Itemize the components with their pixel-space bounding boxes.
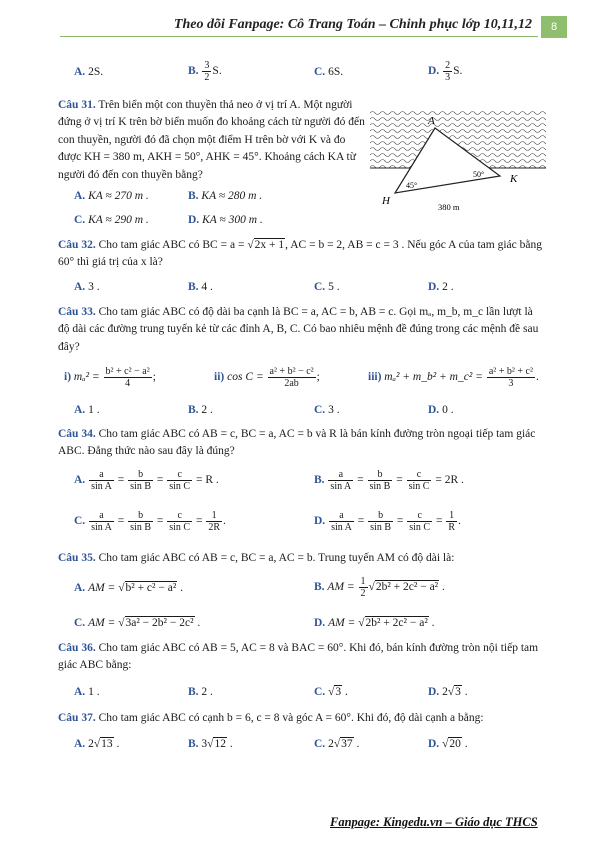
q33-statement-2: ii) cos C = $\frac{\text{a² + b² − c²}}{2ab}$ ; [214,366,320,389]
q34-option-c: C. $\frac{a}{\text{sin A}}$ = $\frac{b}{\text{sin B}}$ = $\frac{c}{\text{sin C}}$ = $\frac{1}{2R}$ . [74,510,226,533]
page-number-badge: 8 [541,16,567,38]
top-option-b: B. $\frac{3}{2}$ S. [188,60,222,83]
question-35: Câu 35. Cho tam giác ABC có AB = c, BC = a, AC = b. Trung tuyến AM có độ dài là: [58,552,455,564]
q32-option-c: C. 5 . [314,281,340,293]
header-rule [60,36,538,37]
header-title: Theo dõi Fanpage: Cô Trang Toán – Chinh phục lớp 10,11,12 [173,17,532,32]
point-a-label: A [428,115,435,127]
q31-option-a: A. KA ≈ 270 m . [74,190,149,202]
q37-option-a: A. 2√13 . [74,738,120,750]
question-31: Câu 31. Trên biển một con thuyền thả neo ở vị trí A. Một người đứng ở vị trí K trên bờ biển muốn đo khoảng cách từ người đó đến con thuyền, người đó đã chọn một điểm H trên bờ với K và đo được KH = 380 m, AKH = 50°, AHK = 45°. Khoảng cách KA từ người đó đến con thuyền bằng? [58,99,365,181]
q32-option-a: A. 3 . [74,281,100,293]
q31-option-b: B. KA ≈ 280 m . [188,190,263,202]
q34-option-a: A. $\frac{a}{\text{sin A}}$ = $\frac{b}{\text{sin B}}$ = $\frac{c}{\text{sin C}}$ = R . [74,469,219,492]
q35-option-c: C. AM = √3a² − 2b² − 2c² . [74,617,201,629]
angle-h-label: 45° [406,181,418,190]
q36-option-d: D. 2√3 . [428,686,468,698]
distance-label: 380 m [438,202,460,212]
q36-option-a: A. 1 . [74,686,100,698]
fraction: $\frac{2}{3}$ [445,60,451,83]
q35-option-d: D. AM = √2b² + 2c² − a² . [314,617,435,629]
q33-option-b: B. 2 . [188,404,213,416]
q37-option-c: C. 2√37 . [314,738,360,750]
q37-option-b: B. 3√12 . [188,738,233,750]
footer-fanpage: Fanpage: Kingedu.vn – Giáo dục THCS [330,815,538,829]
question-32: Câu 32. Cho tam giác ABC có BC = a = √2x + 1, AC = b = 2, AB = c = 3 . Nếu góc A của tam giác bằng 60° thì giá trị của x là? [58,239,542,269]
question-31-text: Trên biển một con thuyền thả neo ở vị trí A. Một người đứng ở vị trí K trên bờ biển muốn đo khoảng cách từ người đó đến con thuyền, người đó đã chọn một điểm H trên bờ với K và đo được KH = 380 m, AKH = 50°, AHK = 45°. Khoảng cách KA từ người đó đến con thuyền bằng? [58,99,365,181]
question-34: Câu 34. Cho tam giác ABC có AB = c, BC = a, AC = b và R là bán kính đường tròn ngoại tiếp tam giác ABC. Đẳng thức nào sau đây là đúng? [58,428,536,458]
boat-triangle-figure [370,110,550,225]
question-37: Câu 37. Cho tam giác ABC có cạnh b = 6, c = 8 và góc A = 60°. Khi đó, độ dài cạnh a bằng: [58,712,484,724]
q31-option-c: C. KA ≈ 290 m . [74,214,149,226]
q33-statement-3: iii) mₐ² + m_b² + m_c² = $\frac{\text{a² + b² + c²}}{3}$ . [368,366,539,389]
angle-k-label: 50° [473,170,485,179]
q36-option-c: C. √3 . [314,686,348,698]
point-h-label: H [382,195,390,207]
question-36: Câu 36. Cho tam giác ABC có AB = 5, AC = 8 và BAC = 60°. Khi đó, bán kính đường tròn nội tiếp tam giác ABC bằng: [58,642,539,672]
top-option-d: D. $\frac{2}{3}$ S. [428,60,463,83]
q32-option-b: B. 4 . [188,281,213,293]
q37-option-d: D. √20 . [428,738,468,750]
point-k-label: K [510,173,518,185]
question-33: Câu 33. Cho tam giác ABC có độ dài ba cạnh là BC = a, AC = b, AB = c. Gọi mₐ, m_b, m_c lần lượt là độ dài các đường trung tuyến kẻ từ các đỉnh A, B, C. Có bao nhiêu mệnh đề đúng trong các mệnh đề sau đây? [58,306,539,353]
page-header [0,0,600,46]
q32-option-d: D. 2 . [428,281,454,293]
q34-option-d: D. $\frac{a}{\text{sin A}}$ = $\frac{b}{\text{sin B}}$ = $\frac{c}{\text{sin C}}$ = $\frac{1}{R}$ . [314,510,461,533]
q35-option-b: B. AM = $\frac{1}{2}$ √2b² + 2c² − a² . [314,576,445,599]
q33-option-a: A. 1 . [74,404,100,416]
q33-option-d: D. 0 . [428,404,454,416]
top-option-a: A. 2S. [74,66,104,78]
q35-option-a: A. AM = √b² + c² − a² . [74,582,184,594]
q36-option-b: B. 2 . [188,686,213,698]
q31-option-d: D. KA ≈ 300 m . [188,214,263,226]
top-option-c: C. 6S. [314,66,344,78]
fraction: $\frac{3}{2}$ [204,60,210,83]
q34-option-b: B. $\frac{a}{\text{sin A}}$ = $\frac{b}{\text{sin B}}$ = $\frac{c}{\text{sin C}}$ = 2R . [314,469,464,492]
q33-statement-1: i) mₐ² = $\frac{\text{b² + c² − a²}}{4}$ ; [64,366,156,389]
q33-option-c: C. 3 . [314,404,340,416]
